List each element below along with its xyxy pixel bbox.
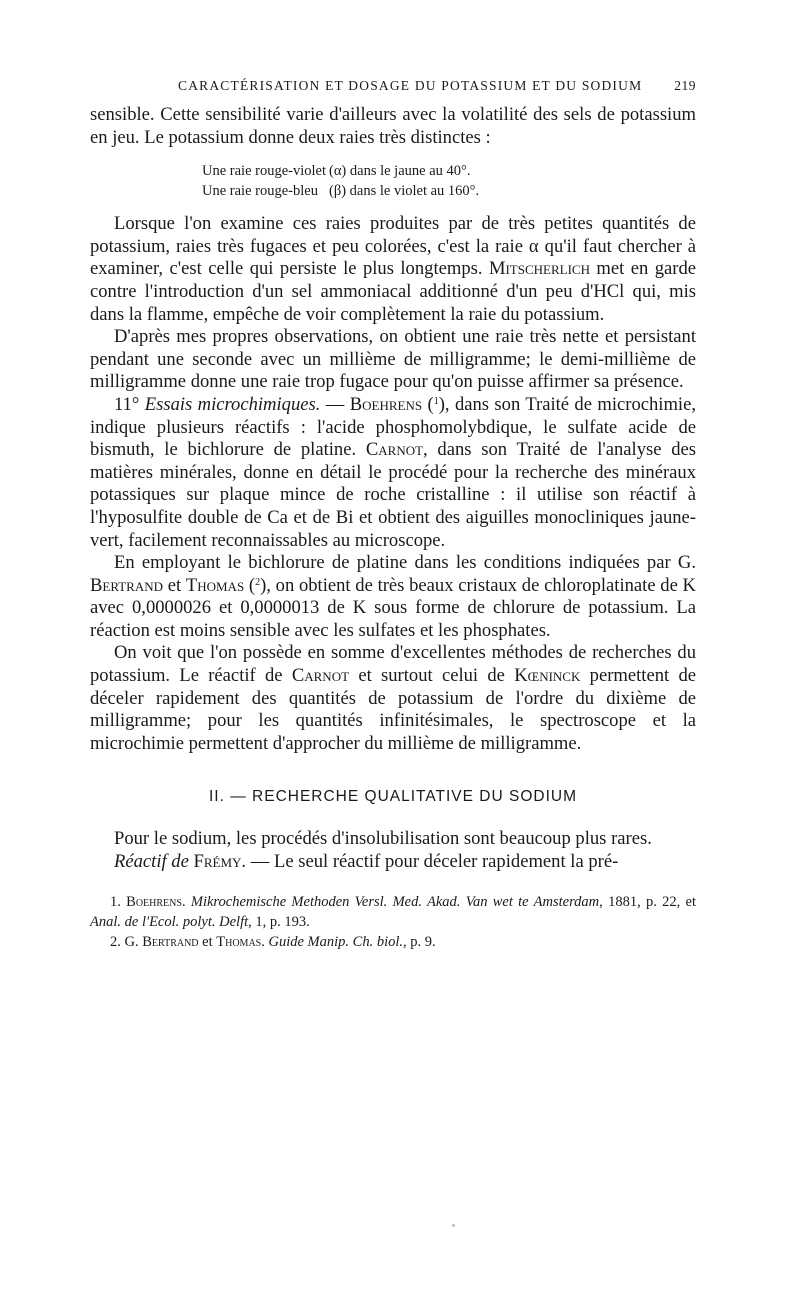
footnotes xyxy=(90,892,696,952)
footnote-work: Anal. de l'Ecol. polyt. Delft xyxy=(90,913,249,930)
spectral-line-row xyxy=(202,161,696,181)
subsection-title: Réactif de xyxy=(114,851,189,873)
author-name: Frémy xyxy=(193,851,242,873)
footnote-1: 1. Boehrens. Mikrochemische Methoden Versl. Med. Akad. Van wet te Amsterdam, 1881, p. 22, et Anal. de l'Ecol. polyt. Delft, 1, p. 193. xyxy=(90,893,696,930)
line-description: dans le violet au 160°. xyxy=(349,183,480,200)
footnote-author: Thomas xyxy=(216,933,262,950)
section-number: 11° xyxy=(114,393,140,415)
line-label: (β) xyxy=(329,183,347,200)
author-name: Carnot xyxy=(365,439,424,461)
author-name: Boehrens xyxy=(349,393,423,415)
paragraph-4: 11° Essais microchimiques. — Boehrens ($^1$), dans son Traité de microchimie, indique plusieurs réactifs : l'acide phosphomolybdique, le sulfate acide de bismuth, le bichlorure de platine. Carnot, dans son Traité de l'analyse des matières minérales, donne en détail le procédé pour la recherche des minéraux potassiques sur plaque mince de roche cristalline : il utilise son réactif à l'hyposulfite double de Ca et de Bi et obtient des aiguilles monocliniques jaune-vert, facilement reconnaissables au microscope. xyxy=(90,393,696,551)
page-number: 219 xyxy=(674,78,696,93)
footnote-author: Boehrens xyxy=(126,893,182,910)
footnote-work: Guide Manip. Ch. biol. xyxy=(268,933,404,950)
header-title: CARACTÉRISATION ET DOSAGE DU POTASSIUM ET DU SODIUM xyxy=(178,78,643,93)
spectral-lines-list xyxy=(202,161,696,201)
footnote-2: 2. G. Bertrand et Thomas. Guide Manip. Ch. biol., p. 9. xyxy=(110,933,436,950)
line-label: (α) xyxy=(329,163,347,180)
line-description: dans le jaune au 40°. xyxy=(349,163,471,180)
paragraph-3: D'après mes propres observations, on obtient une raie très nette et persistant pendant une seconde avec un millième de milligramme; le demi-millième de milligramme donne une raie trop fugace pour qu'on puisse affirmer sa présence. xyxy=(90,326,696,393)
author-name: Kœninck xyxy=(514,665,581,687)
paragraph-8: Réactif de Frémy. — Le seul réactif pour déceler rapidement la pré- xyxy=(114,851,619,873)
section-subtitle: Essais microchimiques. xyxy=(144,393,321,415)
paragraph-6: On voit que l'on possède en somme d'excellentes méthodes de recherches du potassium. Le réactif de Carnot et surtout celui de Kœninck permettent de déceler rapidement des quantités de potassium de l'ordre du dixième de milligramme; pour les quantités infinitésimales, le spectroscope et la microchimie permettent d'approcher du millième de milligramme. xyxy=(90,642,696,754)
spectral-line-row xyxy=(202,181,696,201)
speck-mark xyxy=(452,1224,455,1227)
author-name: Carnot xyxy=(291,665,350,687)
author-name: Thomas xyxy=(185,574,245,596)
paragraph-2: Lorsque l'on examine ces raies produites par de très petites quantités de potassium, raies très fugaces et peu colorées, c'est la raie α qu'il faut chercher à examiner, c'est celle qui persiste le plus longtemps. Mitscherlich met en garde contre l'introduction d'un sel ammoniacal additionné d'un peu d'HCl qui, mis dans la flamme, empêche de voir complètement la raie du potassium. xyxy=(90,213,696,325)
footnote-work: Mikrochemische Methoden Versl. Med. Akad. Van wet te Amsterdam xyxy=(190,893,600,910)
author-name: Mitscherlich xyxy=(488,258,590,280)
paragraph-7: Pour le sodium, les procédés d'insolubilisation sont beaucoup plus rares. xyxy=(114,828,652,850)
footnote-author: Bertrand xyxy=(142,933,199,950)
running-header xyxy=(178,78,696,104)
paragraph-1: sensible. Cette sensibilité varie d'ailleurs avec la volatilité des sels de potassium en jeu. Le potassium donne deux raies très distinctes : xyxy=(90,104,696,148)
section-heading: II. — RECHERCHE QUALITATIVE DU SODIUM xyxy=(209,788,577,806)
paragraph-5: En employant le bichlorure de platine dans les conditions indiquées par G. Bertrand et Thomas ($^2$), on obtient de très beaux cristaux de chloroplatinate de K avec 0,0000026 et 0,0000013 de K sous forme de chlorure de potassium. La réaction est moins sensible avec les sulfates et les phosphates. xyxy=(90,552,696,641)
line-name: Une raie rouge-bleu xyxy=(202,183,318,200)
footnote-ref[interactable]: 2 xyxy=(255,576,261,588)
author-name: Bertrand xyxy=(90,574,164,596)
page xyxy=(90,78,696,952)
footnote-ref[interactable]: 1 xyxy=(433,395,439,407)
line-name: Une raie rouge-violet xyxy=(202,163,327,180)
